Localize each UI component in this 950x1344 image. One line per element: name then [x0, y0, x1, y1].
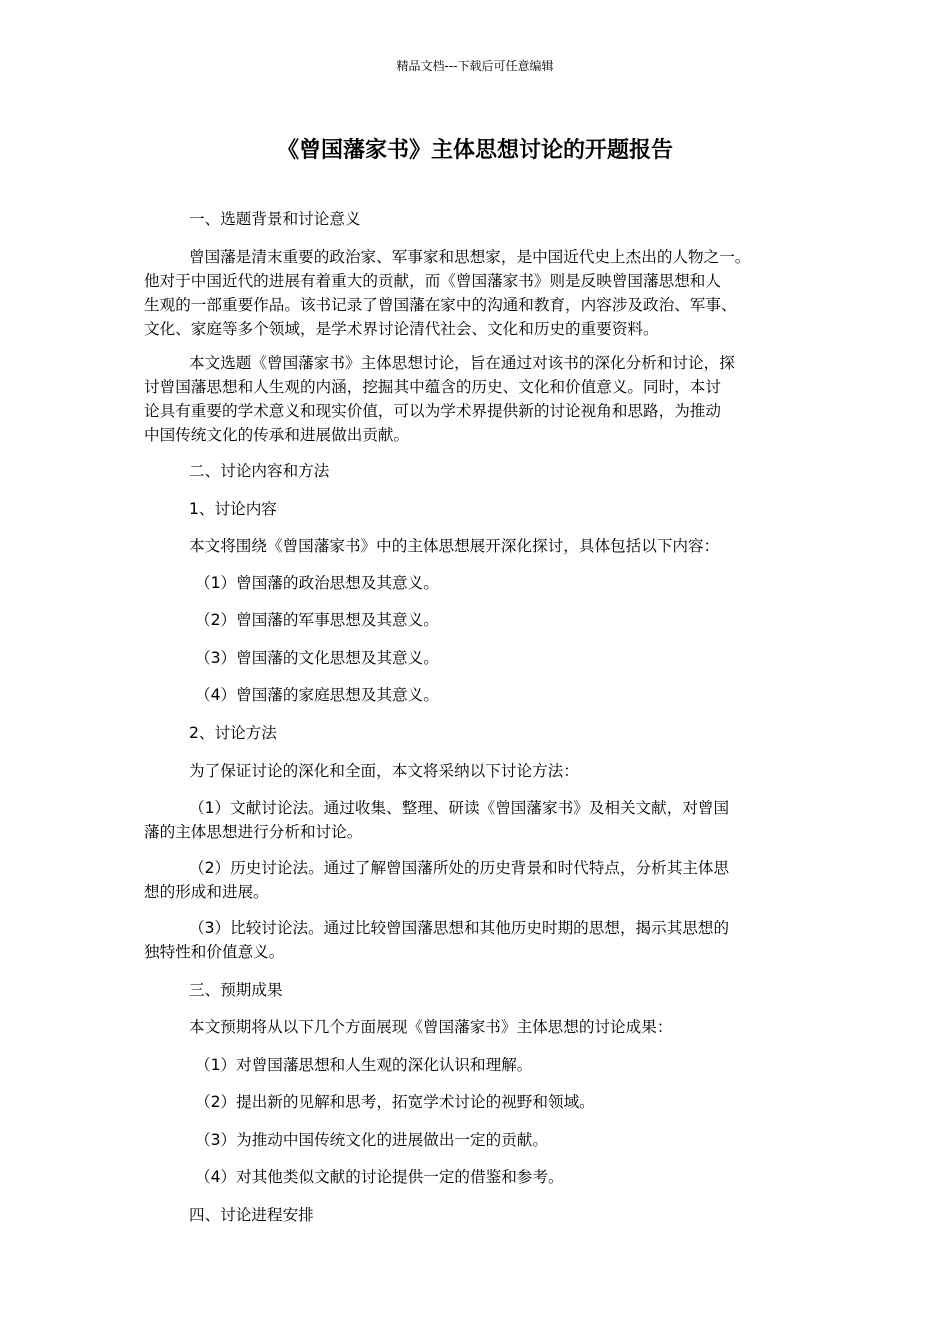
paragraph-background [144, 245, 806, 341]
text-line: （3）比较讨论法。通过比较曾国藩思想和其他历史时期的思想，揭示其思想的 [189, 919, 730, 937]
section-heading: 二、讨论内容和方法 [189, 462, 330, 480]
section-heading: 四、讨论进程安排 [189, 1206, 314, 1224]
text-line: 曾国藩是清末重要的政治家、军事家和思想家，是中国近代史上杰出的人物之一。 [189, 248, 751, 266]
text-line: 中国传统文化的传承和进展做出贡献。 [144, 426, 410, 444]
subsection-heading: 2、讨论方法 [189, 724, 277, 742]
text-line: （2）历史讨论法。通过了解曾国藩所处的历史背景和时代特点，分析其主体思 [189, 859, 730, 877]
method-item [144, 916, 806, 964]
text-line: 独特性和价值意义。 [144, 943, 285, 961]
text-line: 想的形成和进展。 [144, 883, 269, 901]
method-item [144, 856, 806, 904]
list-item: （3）为推动中国传统文化的进展做出一定的贡献。 [195, 1131, 548, 1149]
document-title: 《曾国藩家书》主体思想讨论的开题报告 [276, 138, 673, 163]
list-item: （3）曾国藩的文化思想及其意义。 [195, 649, 439, 667]
paragraph-method-intro: 为了保证讨论的深化和全面，本文将采纳以下讨论方法： [189, 762, 579, 780]
list-item: （1）曾国藩的政治思想及其意义。 [195, 574, 439, 592]
text-line: （1）文献讨论法。通过收集、整理、研读《曾国藩家书》及相关文献，对曾国 [189, 799, 730, 817]
paragraph-content-intro: 本文将围绕《曾国藩家书》中的主体思想展开深化探讨，具体包括以下内容： [189, 537, 720, 555]
text-line: 文化、家庭等多个领域，是学术界讨论清代社会、文化和历史的重要资料。 [144, 320, 659, 338]
list-item: （2）提出新的见解和思考，拓宽学术讨论的视野和领域。 [195, 1093, 595, 1111]
text-line: 藩的主体思想进行分析和讨论。 [144, 823, 363, 841]
text-line: 论具有重要的学术意义和现实价值，可以为学术界提供新的讨论视角和思路，为推动 [144, 402, 721, 420]
list-item: （2）曾国藩的军事思想及其意义。 [195, 611, 439, 629]
section-heading: 三、预期成果 [189, 981, 283, 999]
section-heading: 一、选题背景和讨论意义 [189, 210, 361, 228]
page-header: 精品文档---下载后可任意编辑 [396, 59, 554, 73]
subsection-heading: 1、讨论内容 [189, 500, 277, 518]
paragraph-results-intro: 本文预期将从以下几个方面展现《曾国藩家书》主体思想的讨论成果： [189, 1018, 673, 1036]
list-item: （1）对曾国藩思想和人生观的深化认识和理解。 [195, 1056, 533, 1074]
paragraph-significance [144, 351, 806, 447]
list-item: （4）曾国藩的家庭思想及其意义。 [195, 686, 439, 704]
method-item [144, 796, 806, 844]
text-line: 生观的一部重要作品。该书记录了曾国藩在家中的沟通和教育，内容涉及政治、军事、 [144, 296, 737, 314]
list-item: （4）对其他类似文献的讨论提供一定的借鉴和参考。 [195, 1168, 564, 1186]
text-line: 本文选题《曾国藩家书》主体思想讨论，旨在通过对该书的深化分析和讨论，探 [189, 354, 735, 372]
text-line: 讨曾国藩思想和人生观的内涵，挖掘其中蕴含的历史、文化和价值意义。同时，本讨 [144, 378, 721, 396]
text-line: 他对于中国近代的进展有着重大的贡献，而《曾国藩家书》则是反映曾国藩思想和人 [144, 272, 721, 290]
